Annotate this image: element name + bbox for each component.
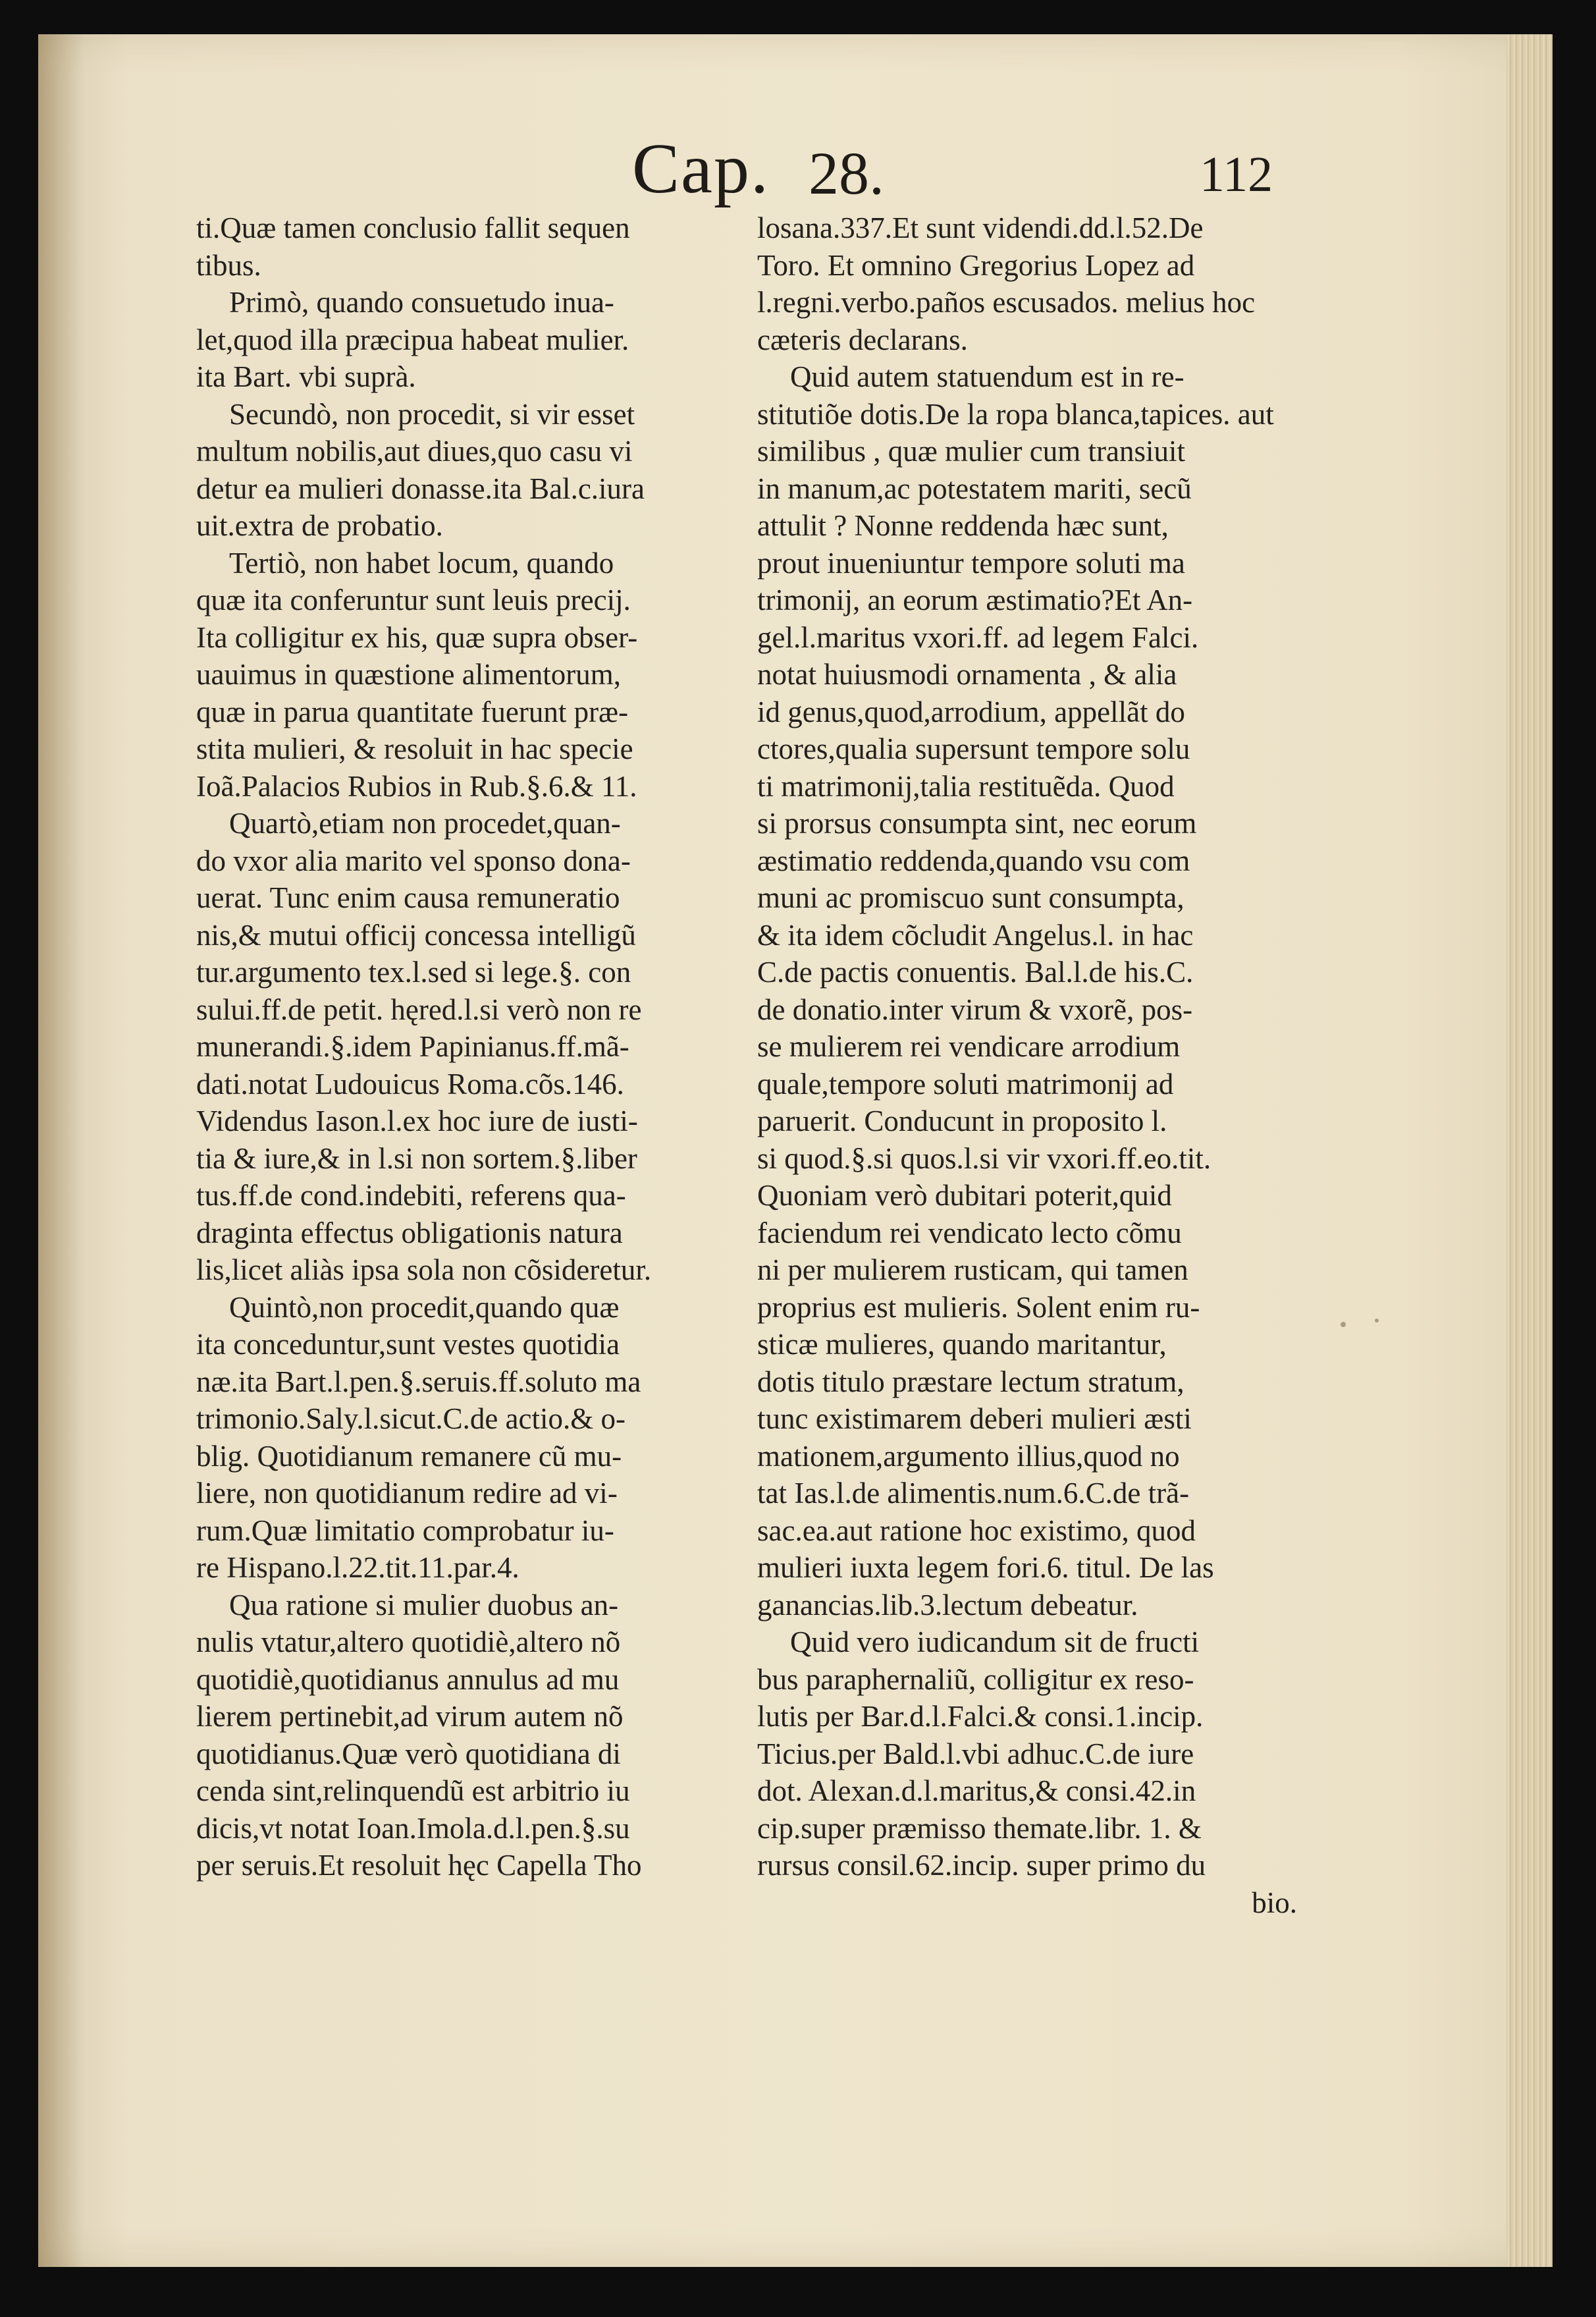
running-head-chapter-number: 28. [809,140,884,207]
text-line: Toro. Et omnino Gregorius Lopez ad [757,248,1195,282]
text-line: quotidiè,quotidianus annulus ad mu [196,1662,620,1696]
text-line: sticæ mulieres, quando maritantur, [757,1328,1167,1361]
text-line: muni ac promiscuo sunt consumpta, [757,881,1184,914]
text-line: nulis vtatur,altero quotidiè,altero nõ [196,1625,621,1658]
text-line: quæ in parua quantitate fuerunt præ- [196,695,629,728]
text-line: C.de pactis conuentis. Bal.l.de his.C. [757,956,1194,989]
text-line: l.regni.verbo.paños escusados. melius hoc [757,286,1256,319]
text-line: Ticius.per Bald.l.vbi adhuc.C.de iure [757,1737,1194,1770]
text-line: sac.ea.aut ratione hoc existimo, quod [757,1513,1196,1547]
text-line: Primò, quando consuetudo inua- [229,286,614,319]
text-line: cip.super præmisso themate.libr. 1. & [757,1811,1202,1845]
text-line: bio. [1252,1886,1297,1919]
text-line: sului.ff.de petit. hęred.l.si verò non re [196,993,642,1026]
text-line: rum.Quæ limitatio comprobatur iu- [196,1513,614,1547]
text-line: rursus consil.62.incip. super primo du [757,1849,1206,1882]
text-line: Tertiò, non habet locum, quando [229,546,614,580]
text-line: bus paraphernaliũ, colligitur ex reso- [757,1662,1194,1696]
paper-speck [1341,1322,1346,1327]
text-line: lutis per Bar.d.l.Falci.& consi.1.incip. [757,1700,1204,1733]
text-line: si quod.§.si quos.l.si vir vxori.ff.eo.tit. [757,1141,1211,1175]
text-line: cenda sint,relinquendũ est arbitrio iu [196,1774,630,1807]
text-line: paruerit. Conducunt in proposito l. [757,1104,1167,1137]
text-line: multum nobilis,aut diues,quo casu vi [196,435,633,468]
text-line: losana.337.Et sunt videndi.dd.l.52.De [757,211,1204,244]
text-line: uit.extra de probatio. [196,509,443,542]
text-line: uerat. Tunc enim causa remuneratio [196,881,620,914]
text-line: Quartò,etiam non procedet,quan- [229,807,621,840]
text-line: faciendum rei vendicato lecto cõmu [757,1216,1182,1249]
text-line: Ioã.Palacios Rubios in Rub.§.6.& 11. [196,769,637,803]
text-line: attulit ? Nonne reddenda hæc sunt, [757,509,1169,542]
text-line: stitutiõe dotis.De la ropa blanca,tapices. aut [757,397,1274,431]
text-line: dot. Alexan.d.l.maritus,& consi.42.in [757,1774,1196,1807]
text-line: quæ ita conferuntur sunt leuis precij. [196,584,631,616]
text-line: Qua ratione si mulier duobus an- [229,1588,619,1622]
text-line: ni per mulierem rusticam, qui tamen [757,1253,1188,1286]
text-line: tia & iure,& in l.si non sortem.§.liber [196,1141,637,1175]
text-line: draginta effectus obligationis natura [196,1216,623,1249]
text-line: æstimatio reddenda,quando vsu com [757,844,1190,877]
running-head-chapter: Cap. [632,130,770,208]
text-line: lis,licet aliàs ipsa sola non cõsideretur. [196,1253,652,1286]
left-text-column [196,209,723,1884]
folio-number: 112 [1200,147,1273,202]
text-line: dotis titulo præstare lectum stratum, [757,1365,1184,1398]
text-line: tunc existimarem deberi mulieri æsti [757,1402,1192,1435]
text-line: næ.ita Bart.l.pen.§.seruis.ff.soluto ma [196,1365,641,1398]
paper-speck [1375,1319,1379,1322]
text-line: blig. Quotidianum remanere cũ mu- [196,1439,622,1473]
text-line: ita conceduntur,sunt vestes quotidia [196,1328,620,1361]
text-line: prout inueniuntur tempore soluti ma [757,546,1185,580]
text-line: ti.Quæ tamen conclusio fallit sequen [196,211,630,244]
text-line: Quintò,non procedit,quando quæ [229,1290,620,1324]
text-line: trimonij, an eorum æstimatio?Et An- [757,584,1193,616]
text-line: tibus. [196,248,261,282]
text-line: quotidianus.Quæ verò quotidiana di [196,1737,621,1770]
text-line: stita mulieri, & resoluit in hac specie [196,732,633,765]
text-line: gel.l.maritus vxori.ff. ad legem Falci. [757,620,1199,654]
text-line: liere, non quotidianum redire ad vi- [196,1477,618,1510]
text-line: dicis,vt notat Ioan.Imola.d.l.pen.§.su [196,1811,630,1845]
text-line: Quoniam verò dubitari poterit,quid [757,1179,1172,1212]
text-line: ctores,qualia supersunt tempore solu [757,732,1190,765]
text-line: in manum,ac potestatem mariti, secũ [757,472,1192,505]
text-line: similibus , quæ mulier cum transiuit [757,435,1185,468]
text-line: let,quod illa præcipua habeat mulier. [196,323,629,356]
text-line: ganancias.lib.3.lectum debeatur. [757,1588,1138,1622]
gutter-shadow [38,34,84,2267]
text-line: tur.argumento tex.l.sed si lege.§. con [196,956,631,989]
text-line: detur ea mulieri donasse.ita Bal.c.iura [196,472,645,505]
text-line: proprius est mulieris. Solent enim ru- [757,1290,1200,1324]
text-line: quale,tempore soluti matrimonij ad [757,1067,1174,1101]
text-line: Videndus Iason.l.ex hoc iure de iusti- [196,1104,638,1137]
text-line: ita Bart. vbi suprà. [196,360,416,393]
text-line: & ita idem cõcludit Angelus.l. in hac [757,918,1194,952]
text-line: ti matrimonij,talia restituẽda. Quod [757,769,1175,803]
text-line: tat Ias.l.de alimentis.num.6.C.de trã- [757,1477,1190,1510]
text-line: Quid autem statuendum est in re- [790,360,1184,393]
text-line: Secundò, non procedit, si vir esset [229,397,635,431]
text-line: lierem pertinebit,ad virum autem nõ [196,1700,624,1733]
text-line: mationem,argumento illius,quod no [757,1439,1180,1473]
text-line: uauimus in quæstione alimentorum, [196,658,621,691]
text-line: do vxor alia marito vel sponso dona- [196,844,631,877]
text-line: trimonio.Saly.l.sicut.C.de actio.& o- [196,1402,625,1435]
text-line: de donatio.inter virum & vxorẽ, pos- [757,993,1193,1026]
text-line: si prorsus consumpta sint, nec eorum [757,807,1197,840]
text-line: se mulierem rei vendicare arrodium [757,1030,1181,1063]
text-line: Quid vero iudicandum sit de fructi [790,1625,1200,1658]
text-line: per seruis.Et resoluit hęc Capella Tho [196,1849,642,1882]
text-line: munerandi.§.idem Papinianus.ff.mã- [196,1030,629,1063]
text-line: Ita colligitur ex his, quæ supra obser- [196,620,638,654]
right-text-column [757,209,1297,1921]
text-line: mulieri iuxta legem fori.6. titul. De las [757,1551,1214,1584]
text-line: tus.ff.de cond.indebiti, referens qua- [196,1179,626,1212]
text-line: id genus,quod,arrodium, appellãt do [757,695,1185,728]
page-edges [1506,34,1553,2267]
text-line: re Hispano.l.22.tit.11.par.4. [196,1551,519,1584]
text-line: notat huiusmodi ornamenta , & alia [757,658,1177,691]
text-line: dati.notat Ludouicus Roma.cõs.146. [196,1067,624,1101]
text-line: cæteris declarans. [757,323,968,356]
text-line: nis,& mutui officij concessa intelligũ [196,918,636,952]
